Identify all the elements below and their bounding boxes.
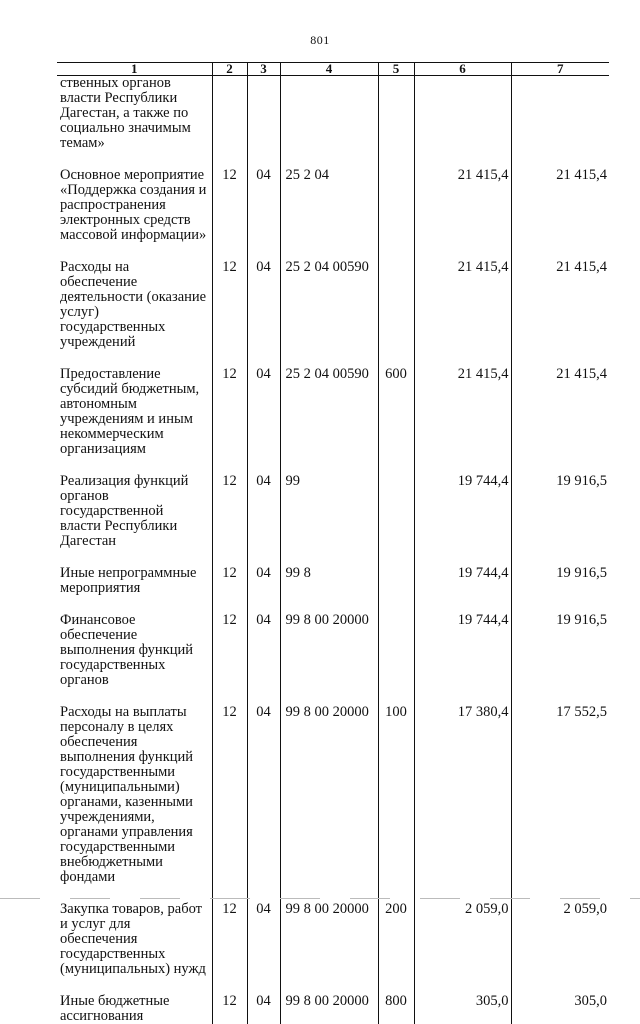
gap-cell xyxy=(414,885,511,902)
row-target-article xyxy=(280,76,378,152)
gap-cell xyxy=(57,243,212,260)
gap-cell xyxy=(378,596,414,613)
table-row xyxy=(57,260,609,350)
gap-cell xyxy=(247,596,280,613)
row-expense-type xyxy=(378,474,414,549)
page-number: 801 xyxy=(310,33,330,47)
row-expense-type xyxy=(378,613,414,688)
gap-cell xyxy=(378,885,414,902)
gap-cell xyxy=(414,688,511,705)
gap-cell xyxy=(247,549,280,566)
row-subsection: 04 xyxy=(247,705,280,885)
row-gap xyxy=(57,549,609,566)
gap-cell xyxy=(212,350,247,367)
gap-cell xyxy=(247,350,280,367)
table-row xyxy=(57,994,609,1024)
gap-cell xyxy=(247,243,280,260)
gap-cell xyxy=(57,151,212,168)
row-amount-year1: 19 744,4 xyxy=(414,613,511,688)
row-amount-year2: 2 059,0 xyxy=(511,902,609,977)
gap-cell xyxy=(511,885,609,902)
gap-cell xyxy=(280,457,378,474)
gap-cell xyxy=(511,596,609,613)
scan-bottom-edge xyxy=(0,898,640,899)
table-row xyxy=(57,705,609,885)
row-expense-type: 100 xyxy=(378,705,414,885)
row-amount-year2: 17 552,5 xyxy=(511,705,609,885)
row-amount-year1: 21 415,4 xyxy=(414,168,511,243)
row-name: Предоставление субсидий бюджетным, автономным учреждениям и иным некоммерческим организациям xyxy=(60,366,200,457)
row-expense-type: 800 xyxy=(378,994,414,1024)
row-expense-type xyxy=(378,260,414,350)
col-header-6: 6 xyxy=(414,63,511,76)
gap-cell xyxy=(280,350,378,367)
row-amount-year1: 19 744,4 xyxy=(414,566,511,596)
row-amount-year1 xyxy=(414,76,511,152)
gap-cell xyxy=(57,350,212,367)
row-section: 12 xyxy=(212,566,247,596)
gap-cell xyxy=(378,977,414,994)
row-name: ственных органов власти Республики Дагестан, а также по социально значимым темам» xyxy=(60,75,191,151)
gap-cell xyxy=(414,977,511,994)
row-target-article: 25 2 04 00590 xyxy=(280,367,378,457)
table-row xyxy=(57,76,609,152)
gap-cell xyxy=(247,688,280,705)
col-header-1: 1 xyxy=(57,63,212,76)
gap-cell xyxy=(280,151,378,168)
gap-cell xyxy=(378,151,414,168)
gap-cell xyxy=(378,457,414,474)
row-expense-type xyxy=(378,76,414,152)
row-subsection: 04 xyxy=(247,566,280,596)
row-name: Основное мероприятие «Поддержка создания и распространения электронных средств массовой информации» xyxy=(60,167,207,243)
row-amount-year2: 21 415,4 xyxy=(511,168,609,243)
row-section xyxy=(212,76,247,152)
row-amount-year1: 19 744,4 xyxy=(414,474,511,549)
row-target-article: 99 8 00 20000 xyxy=(280,994,378,1024)
gap-cell xyxy=(212,243,247,260)
gap-cell xyxy=(378,243,414,260)
row-subsection: 04 xyxy=(247,902,280,977)
row-expense-type: 200 xyxy=(378,902,414,977)
row-amount-year2: 19 916,5 xyxy=(511,613,609,688)
gap-cell xyxy=(511,688,609,705)
col-header-7: 7 xyxy=(511,63,609,76)
row-amount-year2: 21 415,4 xyxy=(511,260,609,350)
gap-cell xyxy=(280,885,378,902)
gap-cell xyxy=(378,549,414,566)
budget-table xyxy=(57,62,609,1024)
row-gap xyxy=(57,688,609,705)
gap-cell xyxy=(511,977,609,994)
row-section: 12 xyxy=(212,474,247,549)
table-row xyxy=(57,566,609,596)
row-amount-year1: 2 059,0 xyxy=(414,902,511,977)
table-row xyxy=(57,474,609,549)
gap-cell xyxy=(212,977,247,994)
gap-cell xyxy=(511,549,609,566)
gap-cell xyxy=(511,457,609,474)
gap-cell xyxy=(414,549,511,566)
row-target-article: 99 8 00 20000 xyxy=(280,613,378,688)
row-section: 12 xyxy=(212,260,247,350)
table-row xyxy=(57,902,609,977)
gap-cell xyxy=(280,688,378,705)
row-section: 12 xyxy=(212,705,247,885)
gap-cell xyxy=(511,151,609,168)
row-section: 12 xyxy=(212,994,247,1024)
row-amount-year1: 17 380,4 xyxy=(414,705,511,885)
row-section: 12 xyxy=(212,168,247,243)
row-section: 12 xyxy=(212,367,247,457)
gap-cell xyxy=(212,549,247,566)
row-subsection: 04 xyxy=(247,474,280,549)
gap-cell xyxy=(57,977,212,994)
row-subsection: 04 xyxy=(247,168,280,243)
row-section: 12 xyxy=(212,613,247,688)
gap-cell xyxy=(212,688,247,705)
gap-cell xyxy=(247,457,280,474)
gap-cell xyxy=(280,243,378,260)
row-amount-year2: 19 916,5 xyxy=(511,474,609,549)
row-name: Закупка товаров, работ и услуг для обеспечения государственных (муниципальных) нужд xyxy=(60,901,206,977)
row-amount-year1: 21 415,4 xyxy=(414,367,511,457)
header-row xyxy=(57,63,609,76)
gap-cell xyxy=(414,457,511,474)
gap-cell xyxy=(212,151,247,168)
gap-cell xyxy=(57,457,212,474)
row-target-article: 99 8 00 20000 xyxy=(280,902,378,977)
row-name: Иные непрограммные мероприятия xyxy=(60,565,197,596)
gap-cell xyxy=(511,350,609,367)
gap-cell xyxy=(212,596,247,613)
table-row xyxy=(57,367,609,457)
row-name: Иные бюджетные ассигнования xyxy=(60,993,170,1024)
gap-cell xyxy=(414,596,511,613)
row-amount-year2 xyxy=(511,76,609,152)
gap-cell xyxy=(247,977,280,994)
row-target-article: 99 8 00 20000 xyxy=(280,705,378,885)
gap-cell xyxy=(212,885,247,902)
col-header-3: 3 xyxy=(247,63,280,76)
row-target-article: 99 xyxy=(280,474,378,549)
gap-cell xyxy=(280,596,378,613)
gap-cell xyxy=(247,885,280,902)
table-row xyxy=(57,168,609,243)
row-name: Реализация функций органов государственной власти Республики Дагестан xyxy=(60,473,189,549)
col-header-5: 5 xyxy=(378,63,414,76)
gap-cell xyxy=(57,885,212,902)
row-amount-year2: 305,0 xyxy=(511,994,609,1024)
col-header-2: 2 xyxy=(212,63,247,76)
gap-cell xyxy=(280,977,378,994)
row-target-article: 99 8 xyxy=(280,566,378,596)
row-name: Расходы на выплаты персоналу в целях обеспечения выполнения функций государственными (муниципальными) органами, казенными учреждениями, органами управления государственными внебюджетными фондами xyxy=(60,704,194,885)
row-amount-year1: 21 415,4 xyxy=(414,260,511,350)
gap-cell xyxy=(57,596,212,613)
row-gap xyxy=(57,151,609,168)
row-gap xyxy=(57,457,609,474)
row-name: Финансовое обеспечение выполнения функций государственных органов xyxy=(60,612,194,688)
row-expense-type xyxy=(378,168,414,243)
gap-cell xyxy=(511,243,609,260)
table-row xyxy=(57,613,609,688)
row-gap xyxy=(57,977,609,994)
row-gap xyxy=(57,596,609,613)
row-subsection: 04 xyxy=(247,260,280,350)
gap-cell xyxy=(57,549,212,566)
row-amount-year2: 21 415,4 xyxy=(511,367,609,457)
col-header-4: 4 xyxy=(280,63,378,76)
row-section: 12 xyxy=(212,902,247,977)
row-gap xyxy=(57,885,609,902)
gap-cell xyxy=(414,350,511,367)
row-target-article: 25 2 04 xyxy=(280,168,378,243)
row-subsection xyxy=(247,76,280,152)
gap-cell xyxy=(414,243,511,260)
gap-cell xyxy=(414,151,511,168)
row-expense-type: 600 xyxy=(378,367,414,457)
gap-cell xyxy=(57,688,212,705)
row-target-article: 25 2 04 00590 xyxy=(280,260,378,350)
gap-cell xyxy=(212,457,247,474)
gap-cell xyxy=(280,549,378,566)
row-subsection: 04 xyxy=(247,367,280,457)
row-gap xyxy=(57,350,609,367)
row-subsection: 04 xyxy=(247,613,280,688)
gap-cell xyxy=(378,688,414,705)
row-amount-year1: 305,0 xyxy=(414,994,511,1024)
gap-cell xyxy=(378,350,414,367)
row-subsection: 04 xyxy=(247,994,280,1024)
row-name: Расходы на обеспечение деятельности (оказание услуг) государственных учреждений xyxy=(60,259,207,350)
gap-cell xyxy=(247,151,280,168)
row-expense-type xyxy=(378,566,414,596)
row-amount-year2: 19 916,5 xyxy=(511,566,609,596)
row-gap xyxy=(57,243,609,260)
